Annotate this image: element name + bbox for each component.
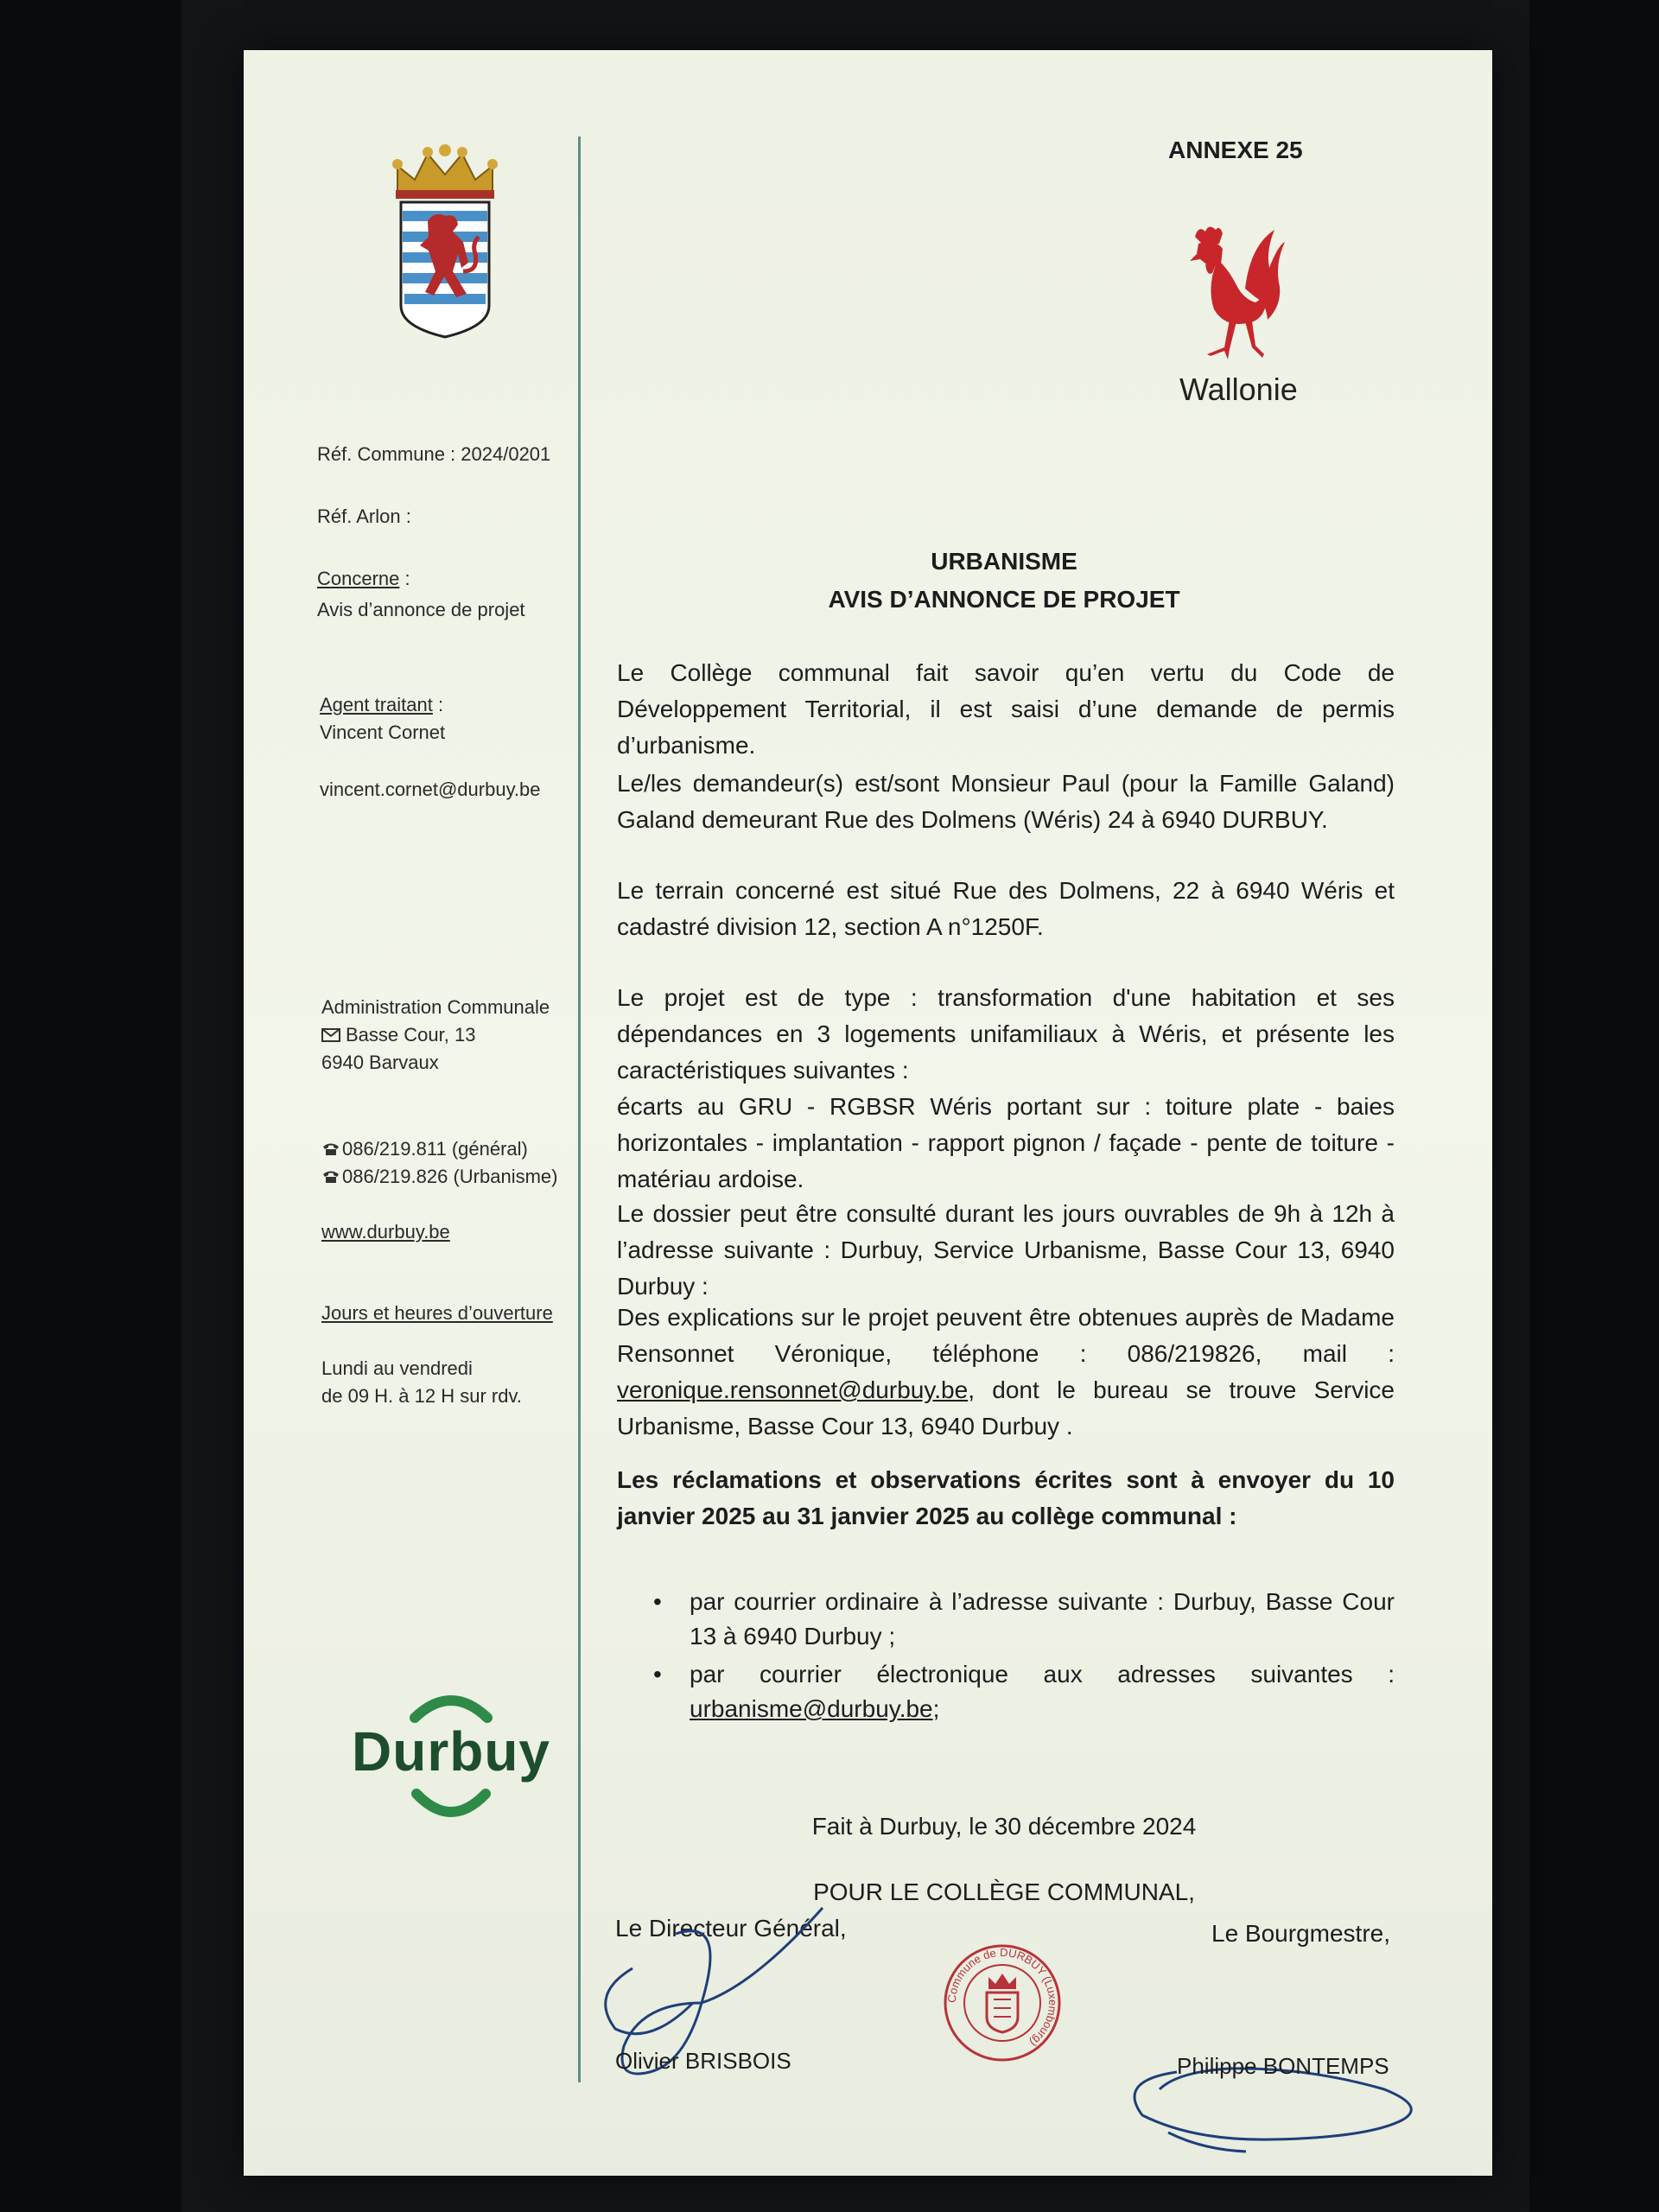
mayor-name: Philippe BONTEMPS <box>1177 2053 1389 2079</box>
agent-email[interactable]: vincent.cornet@durbuy.be <box>320 779 541 800</box>
submission-methods-list <box>617 1585 1395 1730</box>
hours-label: Jours et heures d’ouverture <box>321 1302 553 1324</box>
durbuy-logo-text: Durbuy <box>352 1720 550 1783</box>
concerne-label: Concerne : <box>317 568 410 589</box>
contact-email-link[interactable]: veronique.rensonnet@durbuy.be <box>617 1376 969 1403</box>
hours-line-1: Lundi au vendredi <box>321 1357 473 1379</box>
phone-icon <box>321 1142 340 1156</box>
phone-urbanisme[interactable]: 086/219.826 (Urbanisme) <box>342 1166 558 1187</box>
admin-name: Administration Communale <box>321 996 550 1018</box>
ref-commune: Réf. Commune : 2024/0201 <box>317 443 551 465</box>
durbuy-logo <box>347 1683 555 1847</box>
notice-title-line-2: AVIS D’ANNONCE DE PROJET <box>828 586 1180 613</box>
paragraph-explications: Des explications sur le projet peuvent être obtenues auprès de Madame Rensonnet Véronique, téléphone : 086/219826, mail : veronique.rensonnet@durbuy.be, dont le bureau se trouve Service Urbanisme, Basse Cour 13, 6940 Durbuy . <box>617 1304 1395 1440</box>
list-item: • par courrier électronique aux adresses suivantes : urbanisme@durbuy.be; <box>653 1661 1395 1722</box>
paragraph-reclamations: Les réclamations et observations écrites sont à envoyer du 10 janvier 2025 au 31 janvier 2025 au collège communal : <box>617 1466 1395 1529</box>
paragraph-demandeur: Le/les demandeur(s) est/sont Monsieur Paul (pour la Famille Galand) Galand demeurant Rue des Dolmens (Wéris) 24 à 6940 DURBUY. <box>617 770 1395 833</box>
phone-general-line <box>321 1135 528 1163</box>
phone-general[interactable]: 086/219.811 (général) <box>342 1138 528 1160</box>
coat-of-arms-icon <box>389 142 501 342</box>
annexe-number: ANNEXE 25 <box>1168 137 1303 163</box>
director-role: Le Directeur Général, <box>615 1915 847 1942</box>
envelope-icon <box>321 1028 340 1042</box>
notice-page <box>244 50 1492 2176</box>
paragraph-projet-type: Le projet est de type : transformation d'une habitation et ses dépendances en 3 logements unifamiliaux à Wéris, et présente les caractéristiques suivantes : <box>617 984 1395 1084</box>
list-item: • par courrier ordinaire à l’adresse suivante : Durbuy, Basse Cour 13 à 6940 Durbuy ; <box>653 1588 1395 1649</box>
director-name: Olivier BRISBOIS <box>615 2048 791 2074</box>
notice-title-line-1: URBANISME <box>931 548 1077 575</box>
ref-arlon: Réf. Arlon : <box>317 505 411 527</box>
admin-city: 6940 Barvaux <box>321 1052 439 1073</box>
paragraph-terrain: Le terrain concerné est situé Rue des Dolmens, 22 à 6940 Wéris et cadastré division 12, section A n°1250F. <box>617 877 1395 940</box>
agent-name: Vincent Cornet <box>320 721 446 743</box>
admin-street-line <box>321 1021 475 1049</box>
pour-college-line: POUR LE COLLÈGE COMMUNAL, <box>813 1878 1195 1905</box>
mayor-role: Le Bourgmestre, <box>1211 1920 1390 1947</box>
admin-street: Basse Cour, 13 <box>346 1024 476 1046</box>
paragraph-projet <box>617 980 1395 1198</box>
urbanisme-email-link[interactable]: urbanisme@durbuy.be <box>690 1695 933 1722</box>
hours-line-2: de 09 H. à 12 H sur rdv. <box>321 1385 522 1407</box>
concerne-value: Avis d’annonce de projet <box>317 599 525 620</box>
commune-stamp-icon <box>942 1942 1063 2063</box>
done-at-line: Fait à Durbuy, le 30 décembre 2024 <box>811 1813 1197 1840</box>
website-link[interactable]: www.durbuy.be <box>321 1221 450 1243</box>
paragraph-dossier: Le dossier peut être consulté durant les jours ouvrables de 9h à 12h à l’adresse suivante : Durbuy, Service Urbanisme, Basse Cour 13, 6940 Durbuy : <box>617 1200 1395 1300</box>
phone-urbanisme-line <box>321 1163 557 1191</box>
paragraph-college: Le Collège communal fait savoir qu’en vertu du Code de Développement Territorial, il est saisi d’une demande de permis d’urbanisme. <box>617 659 1395 759</box>
paragraph-projet-ecarts: écarts au GRU - RGBSR Wéris portant sur : toiture plate - baies horizontales - implantation - rapport pignon / façade - pente de toiture - matériau ardoise. <box>617 1093 1395 1192</box>
wallonie-label: Wallonie <box>1179 372 1298 407</box>
column-divider <box>578 137 581 2082</box>
wallonie-rooster-icon <box>1173 219 1287 368</box>
phone-icon <box>321 1170 340 1184</box>
stamp-lettering: Commune de DURBUY (Luxembourg) <box>944 1945 1060 2050</box>
agent-label: Agent traitant : <box>320 694 444 715</box>
